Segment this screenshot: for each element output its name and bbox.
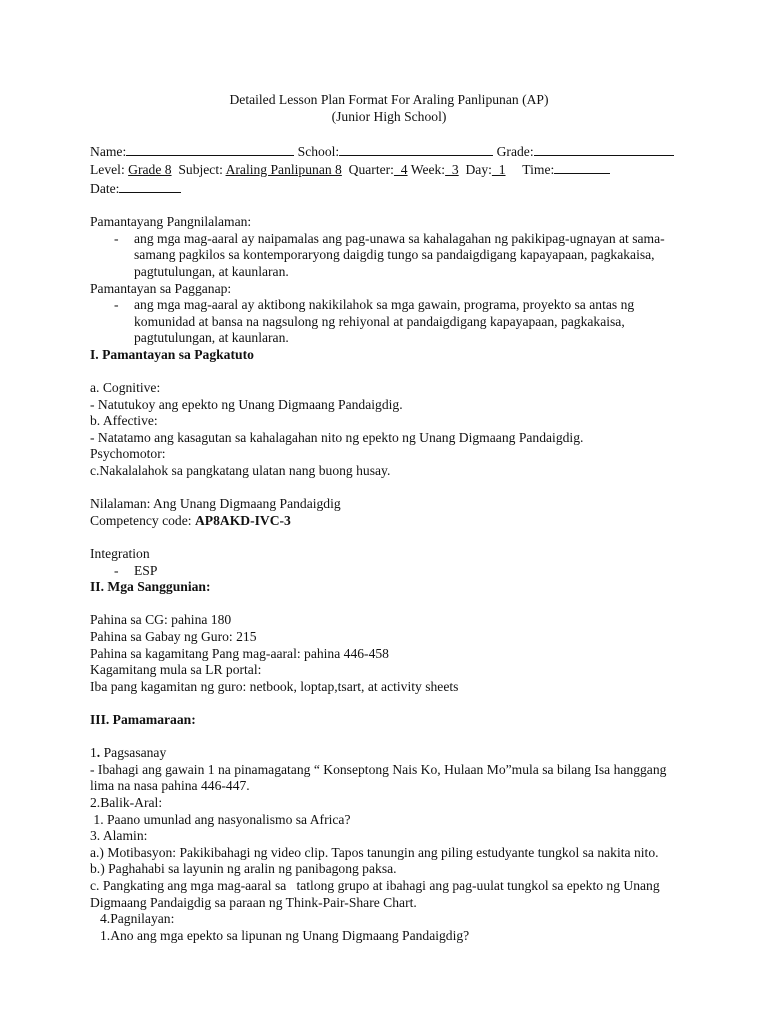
sanggunian-item: Pahina sa CG: pahina 180 xyxy=(90,612,232,628)
competency-line xyxy=(90,513,688,530)
pagganap-line: pagtutulungan, at kaunlaran. xyxy=(134,330,289,346)
pagsasanay-text: lima na nasa pahina 446-447. xyxy=(90,778,250,794)
cognitive-label: a. Cognitive: xyxy=(90,380,161,396)
sanggunian-item: Kagamitang mula sa LR portal: xyxy=(90,662,262,678)
pagsasanay-dot: . xyxy=(96,745,101,761)
date-line xyxy=(90,179,688,198)
pangnilalaman-line: samang pagkilos sa kontemporaryong daigdig tungo sa pandaigdigang kapayapaan, pagkakaisa, xyxy=(134,247,655,263)
alamin-item-a: a.) Motibasyon: Pakikibahagi ng video clip. Tapos tanungin ang piling estudyante tungkol sa nakita nito. xyxy=(90,844,659,860)
balik-aral-question: 1. Paano umunlad ang nasyonalismo sa Africa? xyxy=(90,811,351,827)
integration-item: ESP xyxy=(134,562,158,578)
day-label: Day: xyxy=(465,162,492,178)
school-blank xyxy=(339,142,493,156)
level-value: Grade 8 xyxy=(128,162,172,178)
sanggunian-item: Pahina sa Gabay ng Guro: 215 xyxy=(90,629,257,644)
week-value: 3 xyxy=(445,162,459,178)
pagganap-line: ang mga mag-aaral ay aktibong nakikilahok sa mga gawain, programa, proyekto sa antas ng xyxy=(134,297,635,313)
name-label: Name: xyxy=(90,143,127,159)
time-label: Time: xyxy=(522,162,555,178)
pangnilalaman-line: ang mga mag-aaral ay naipamalas ang pag-unawa sa kahalagahan ng pakikipag-ugnayan at sama- xyxy=(134,230,665,246)
psychomotor-label: Psychomotor: xyxy=(90,446,166,462)
document-subtitle: (Junior High School) xyxy=(331,108,447,124)
grade-blank xyxy=(534,142,674,156)
pangnilalaman-line: pagtutulungan, at kaunlaran. xyxy=(134,263,289,279)
pagganap-bullet xyxy=(90,297,688,347)
level-label: Level: xyxy=(90,162,125,178)
name-school-grade-line xyxy=(90,142,688,161)
bullet-dash: - xyxy=(114,230,119,246)
nilalaman-text: Nilalaman: Ang Unang Digmaang Pandaigdig xyxy=(90,496,341,512)
competency-label: Competency code: xyxy=(90,512,195,528)
pagganap-line: komunidad at bansa na nagsulong ng rehiyonal at pandaigdigang kapayapaan, pagkakaisa, xyxy=(134,313,625,329)
alamin-item-c: c. Pangkating ang mga mag-aaral sa tatlong grupo at ibahagi ang pag-uulat tungkol sa epekto ng Unang xyxy=(90,877,660,893)
pamantayang-pangnilalaman-label: Pamantayang Pangnilalaman: xyxy=(90,214,252,230)
affective-text: - Natatamo ang kasagutan sa kahalagahan nito ng epekto ng Unang Digmaang Pandaigdig. xyxy=(90,429,584,445)
affective-label: b. Affective: xyxy=(90,413,158,429)
week-label: Week: xyxy=(410,162,446,178)
pagnilayan-question: 1.Ano ang mga epekto sa lipunan ng Unang Digmaang Pandaigdig? xyxy=(100,927,470,943)
cognitive-text: - Natutukoy ang epekto ng Unang Digmaang Pandaigdig. xyxy=(90,396,403,412)
pagsasanay-label-line xyxy=(90,745,688,762)
section-2-heading: II. Mga Sanggunian: xyxy=(90,579,211,595)
time-blank xyxy=(554,160,610,174)
bullet-dash: - xyxy=(114,297,119,313)
pagsasanay-text: - Ibahagi ang gawain 1 na pinamagatang “ Konseptong Nais Ko, Hulaan Mo”mula sa bilang Isa hanggang xyxy=(90,761,667,777)
balik-aral-label: 2.Balik-Aral: xyxy=(90,794,163,810)
section-3-heading: III. Pamamaraan: xyxy=(90,711,196,727)
psychomotor-text: c.Nakalalahok sa pangkatang ulatan nang buong husay. xyxy=(90,463,391,479)
subject-value: Araling Panlipunan 8 xyxy=(225,162,342,178)
pagnilayan-label: 4.Pagnilayan: xyxy=(100,911,175,927)
pangnilalaman-bullet xyxy=(90,231,688,281)
date-label: Date: xyxy=(90,180,120,196)
document-title: Detailed Lesson Plan Format For Araling Panlipunan (AP) xyxy=(229,92,549,107)
alamin-item-b: b.) Paghahabi sa layunin ng aralin ng panibagong paksa. xyxy=(90,861,397,877)
bullet-dash: - xyxy=(114,562,119,578)
integration-label: Integration xyxy=(90,546,150,562)
pagsasanay-number: 1 xyxy=(90,745,97,761)
pagsasanay-label: Pagsasanay xyxy=(100,745,167,761)
pamantayan-sa-pagganap-label: Pamantayan sa Pagganap: xyxy=(90,280,232,296)
sanggunian-item: Iba pang kagamitan ng guro: netbook, loptap,tsart, at activity sheets xyxy=(90,678,459,694)
name-blank xyxy=(126,142,294,156)
grade-label: Grade: xyxy=(496,143,534,159)
subject-label: Subject: xyxy=(178,162,223,178)
day-value: 1 xyxy=(491,162,506,178)
competency-code: AP8AKD-IVC-3 xyxy=(194,512,291,528)
school-label: School: xyxy=(297,143,340,159)
alamin-item-c: Digmaang Pandaigdig sa paraan ng Think-Pair-Share Chart. xyxy=(90,894,417,910)
sanggunian-item: Pahina sa kagamitang Pang mag-aaral: pahina 446-458 xyxy=(90,645,389,661)
integration-bullet xyxy=(90,563,688,580)
alamin-label: 3. Alamin: xyxy=(90,828,148,844)
quarter-label: Quarter: xyxy=(348,162,394,178)
date-blank xyxy=(119,179,181,193)
section-1-heading: I. Pamantayan sa Pagkatuto xyxy=(90,346,254,362)
level-subject-line xyxy=(90,160,688,179)
quarter-value: 4 xyxy=(393,162,408,178)
